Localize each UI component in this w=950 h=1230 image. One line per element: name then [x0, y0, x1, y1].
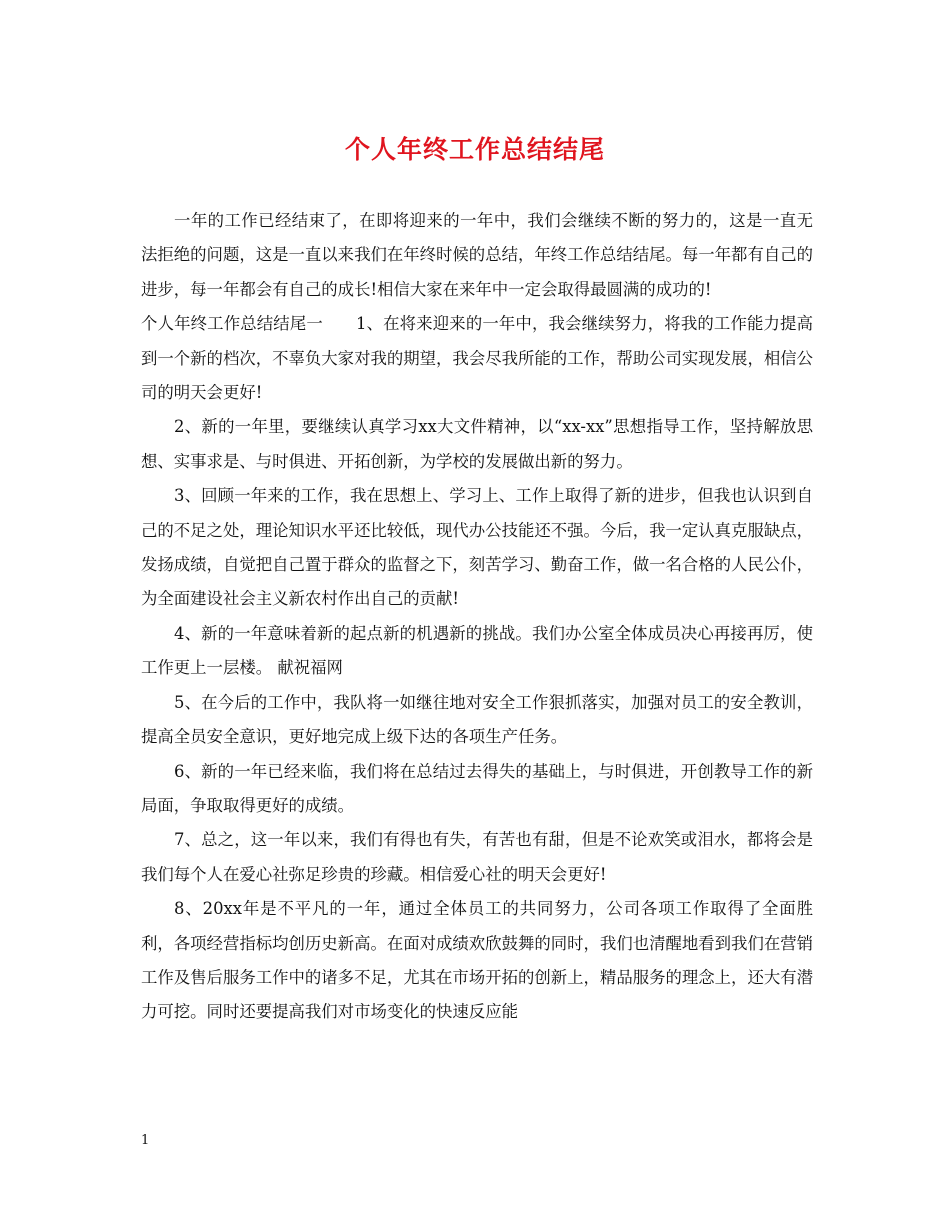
- paragraph-item-8: 8、20xx年是不平凡的一年，通过全体员工的共同努力，公司各项工作取得了全面胜利，各项经营指标均创历史新高。在面对成绩欢欣鼓舞的同时，我们也清醒地看到我们在营销工作及售后服务工作中的诸多不足，尤其在市场开拓的创新上，精品服务的理念上，还大有潜力可挖。同时还要提高我们对市场变化的快速反应能: [141, 899, 814, 1022]
- document-body: [141, 204, 813, 1030]
- document-title: 个人年终工作总结结尾: [344, 135, 605, 164]
- paragraph-item-4: 4、新的一年意味着新的起点新的机遇新的挑战。我们办公室全体成员决心再接再厉，使工作更上一层楼。 献祝福网: [141, 623, 813, 678]
- paragraph-item-3: 3、回顾一年来的工作，我在思想上、学习上、工作上取得了新的进步，但我也认识到自己的不足之处，理论知识水平还比较低，现代办公技能还不强。今后，我一定认真克服缺点，发扬成绩，自觉把自己置于群众的监督之下，刻苦学习、勤奋工作，做一名合格的人民公仆，为全面建设社会主义新农村作出自己的贡献!: [141, 486, 814, 609]
- paragraph-item-6: 6、新的一年已经来临，我们将在总结过去得失的基础上，与时俱进，开创教导工作的新局面，争取取得更好的成绩。: [141, 761, 813, 815]
- paragraph-item-2: 2、新的一年里，要继续认真学习xx大文件精神，以“xx-xx”思想指导工作，坚持解放思想、实事求是、与时俱进、开拓创新，为学校的发展做出新的努力。: [141, 417, 813, 471]
- page-number: 1: [141, 1133, 150, 1148]
- paragraph-item-7: 7、总之，这一年以来，我们有得也有失，有苦也有甜，但是不论欢笑或泪水，都将会是我们每个人在爱心社弥足珍贵的珍藏。相信爱心社的明天会更好!: [141, 830, 813, 884]
- paragraph-intro: 一年的工作已经结束了，在即将迎来的一年中，我们会继续不断的努力的，这是一直无法拒绝的问题，这是一直以来我们在年终时候的总结，年终工作总结结尾。每一年都有自己的进步，每一年都会有自己的成长!相信大家在来年中一定会取得最圆满的成功的!: [141, 211, 814, 299]
- paragraph-section-one: 个人年终工作总结结尾一 1、在将来迎来的一年中，我会继续努力，将我的工作能力提高到一个新的档次，不辜负大家对我的期望，我会尽我所能的工作，帮助公司实现发展，相信公司的明天会更好!: [141, 314, 814, 403]
- paragraph-item-5: 5、在今后的工作中，我队将一如继往地对安全工作狠抓落实，加强对员工的安全教训，提高全员安全意识，更好地完成上级下达的各项生产任务。: [141, 692, 813, 747]
